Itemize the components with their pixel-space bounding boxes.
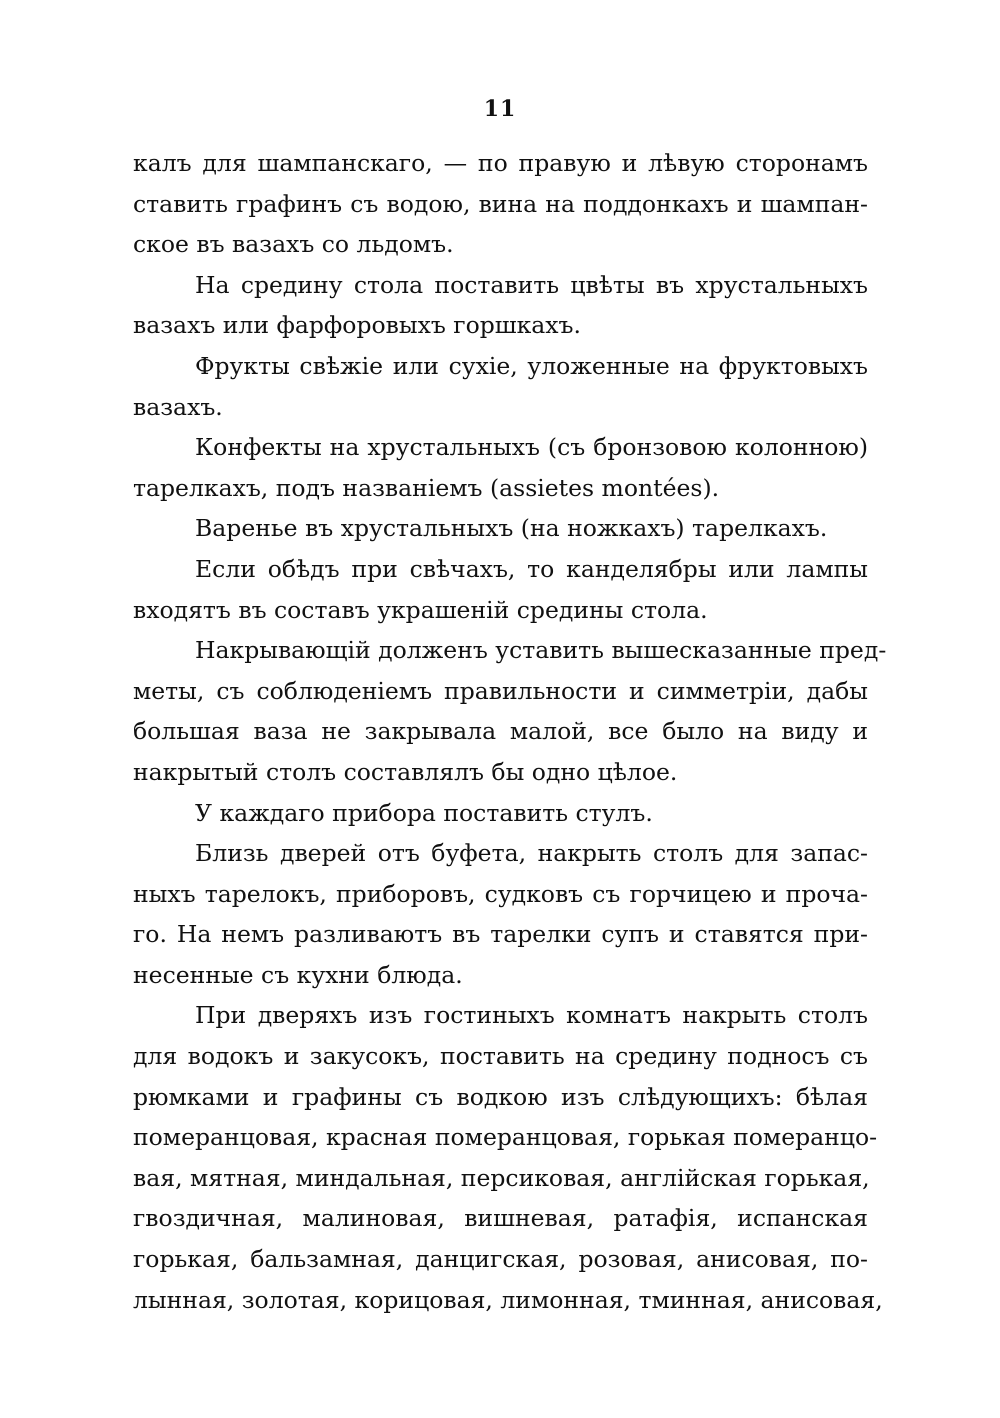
text-line: входятъ въ составъ украшеній средины стола. — [133, 595, 708, 624]
text-line: Конфекты на хрустальныхъ (съ бронзовою колонною) — [195, 433, 868, 462]
body-text — [133, 143, 887, 1320]
text-line: гвоздичная, малиновая, вишневая, ратафія, испанская — [133, 1204, 868, 1233]
text-line: большая ваза не закрывала малой, все было на виду и — [133, 717, 868, 746]
text-line: Варенье въ хрустальныхъ (на ножкахъ) тарелкахъ. — [195, 514, 828, 543]
text-line: При дверяхъ изъ гостиныхъ комнатъ накрыть столъ — [195, 1001, 868, 1030]
text-line: Если обѣдъ при свѣчахъ, то канделябры или лампы — [195, 554, 868, 583]
text-line: ныхъ тарелокъ, приборовъ, судковъ съ горчицею и проча- — [133, 879, 868, 908]
text-line: меты, съ соблюденіемъ правильности и симметріи, дабы — [133, 676, 868, 705]
text-line: накрытый столъ составлялъ бы одно цѣлое. — [133, 757, 678, 786]
text-line: У каждаго прибора поставить стулъ. — [195, 798, 653, 827]
page-number: 11 — [483, 96, 517, 122]
text-line: тарелкахъ, подъ названіемъ (assietes montées). — [133, 473, 720, 502]
text-line: ское въ вазахъ со льдомъ. — [133, 230, 454, 259]
text-line: рюмками и графины съ водкою изъ слѣдующихъ: бѣлая — [133, 1082, 868, 1111]
text-line: лынная, золотая, корицовая, лимонная, тминная, анисовая, — [133, 1285, 883, 1314]
text-line: вазахъ или фарфоровыхъ горшкахъ. — [133, 311, 581, 340]
text-line: вая, мятная, миндальная, персиковая, англійская горькая, — [133, 1163, 870, 1192]
text-line: горькая, бальзамная, данцигская, розовая, анисовая, по- — [133, 1245, 868, 1274]
text-line: померанцовая, красная померанцовая, горькая померанцо- — [133, 1123, 878, 1152]
text-line: го. На немъ разливаютъ въ тарелки супъ и ставятся при- — [133, 920, 868, 949]
text-line: Фрукты свѣжіе или сухіе, уложенные на фруктовыхъ — [195, 351, 868, 380]
text-line: вазахъ. — [133, 392, 223, 421]
text-line: ставить графинъ съ водою, вина на поддонкахъ и шампан- — [133, 189, 868, 218]
text-line: калъ для шампанскаго, — по правую и лѣвую сторонамъ — [133, 149, 868, 177]
text-line: для водокъ и закусокъ, поставить на средину подносъ съ — [133, 1042, 868, 1071]
text-line: Близь дверей отъ буфета, накрыть столъ для запас- — [195, 839, 868, 868]
text-line: несенные съ кухни блюда. — [133, 960, 463, 989]
text-line: Накрывающій долженъ уставить вышесказанные пред- — [195, 636, 887, 665]
text-line: На средину стола поставить цвѣты въ хрустальныхъ — [195, 270, 868, 299]
